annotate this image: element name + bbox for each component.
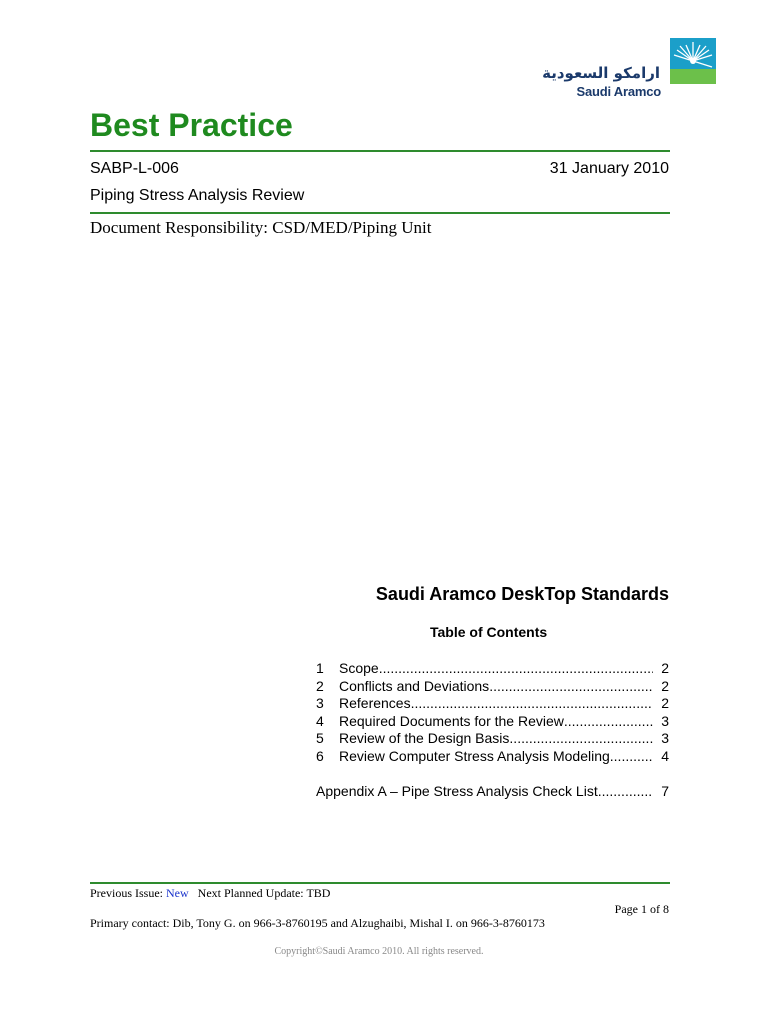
previous-issue-value: New bbox=[166, 886, 189, 900]
document-responsibility: Document Responsibility: CSD/MED/Piping Unit bbox=[90, 218, 432, 237]
toc-item-title: Required Documents for the Review bbox=[339, 712, 564, 729]
toc-item-title: References bbox=[339, 695, 411, 712]
document-number: SABP-L-006 bbox=[90, 160, 179, 177]
standards-heading: Saudi Aramco DeskTop Standards bbox=[375, 584, 669, 604]
toc-heading: Table of Contents bbox=[430, 624, 548, 640]
toc-item-page: 3 bbox=[661, 712, 669, 729]
toc-item-title: Appendix A – Pipe Stress Analysis Check List bbox=[316, 782, 598, 799]
copyright-notice: Copyright©Saudi Aramco 2010. All rights reserved. bbox=[274, 946, 484, 957]
toc-item-page: 2 bbox=[661, 695, 669, 712]
toc-item-number: 3 bbox=[316, 695, 324, 712]
toc-item-title: Scope bbox=[339, 660, 379, 676]
toc-item-page: 4 bbox=[661, 747, 669, 764]
logo-arabic-text: ارامكو السعودية bbox=[542, 64, 660, 82]
toc-leader-dots bbox=[598, 783, 653, 801]
toc-item-title: Conflicts and Deviations bbox=[339, 677, 490, 694]
toc-item-page: 2 bbox=[661, 660, 669, 676]
toc-item-page: 3 bbox=[661, 730, 669, 747]
document-subject: Piping Stress Analysis Review bbox=[90, 187, 305, 204]
toc-leader-dots bbox=[379, 660, 653, 678]
footer-rule bbox=[90, 882, 670, 884]
toc-item-number: 2 bbox=[316, 677, 324, 694]
toc-item-page: 7 bbox=[661, 782, 669, 799]
toc-item-number: 5 bbox=[316, 730, 324, 747]
toc-item-conflicts[interactable] bbox=[316, 678, 669, 696]
toc-leader-dots bbox=[509, 730, 653, 748]
toc-item-title: Review Computer Stress Analysis Modeling bbox=[339, 747, 610, 764]
next-update-label: Next Planned Update: bbox=[197, 886, 304, 900]
toc-item-computer-modeling[interactable] bbox=[316, 748, 669, 766]
logo-latin-text: Saudi Aramco bbox=[576, 84, 661, 99]
table-of-contents bbox=[316, 660, 669, 800]
toc-item-references[interactable] bbox=[316, 695, 669, 713]
toc-item-required-documents[interactable] bbox=[316, 713, 669, 731]
toc-item-number: 1 bbox=[316, 660, 324, 676]
toc-leader-dots bbox=[610, 748, 653, 766]
toc-item-appendix-a[interactable] bbox=[316, 783, 669, 801]
company-logo bbox=[542, 34, 730, 104]
issue-info bbox=[90, 886, 330, 901]
toc-leader-dots bbox=[411, 695, 653, 713]
aramco-star-icon bbox=[670, 38, 716, 84]
toc-item-number: 4 bbox=[316, 712, 324, 729]
toc-leader-dots bbox=[489, 678, 653, 696]
header-top-rule bbox=[90, 150, 670, 152]
toc-item-design-basis[interactable] bbox=[316, 730, 669, 748]
document-date: 31 January 2010 bbox=[549, 160, 669, 177]
primary-contact: Primary contact: Dib, Tony G. on 966-3-8760195 and Alzughaibi, Mishal I. on 966-3-8760173 bbox=[90, 916, 545, 930]
page-number: Page 1 of 8 bbox=[614, 902, 669, 916]
next-update-value: TBD bbox=[306, 886, 331, 900]
header-bottom-rule bbox=[90, 212, 670, 214]
toc-item-page: 2 bbox=[661, 677, 669, 694]
toc-leader-dots bbox=[564, 713, 653, 731]
previous-issue-label: Previous Issue: bbox=[90, 886, 163, 900]
toc-item-title: Review of the Design Basis bbox=[339, 730, 510, 747]
toc-item-number: 6 bbox=[316, 747, 324, 764]
document-type-title: Best Practice bbox=[90, 107, 293, 143]
toc-item-scope[interactable] bbox=[316, 660, 669, 678]
